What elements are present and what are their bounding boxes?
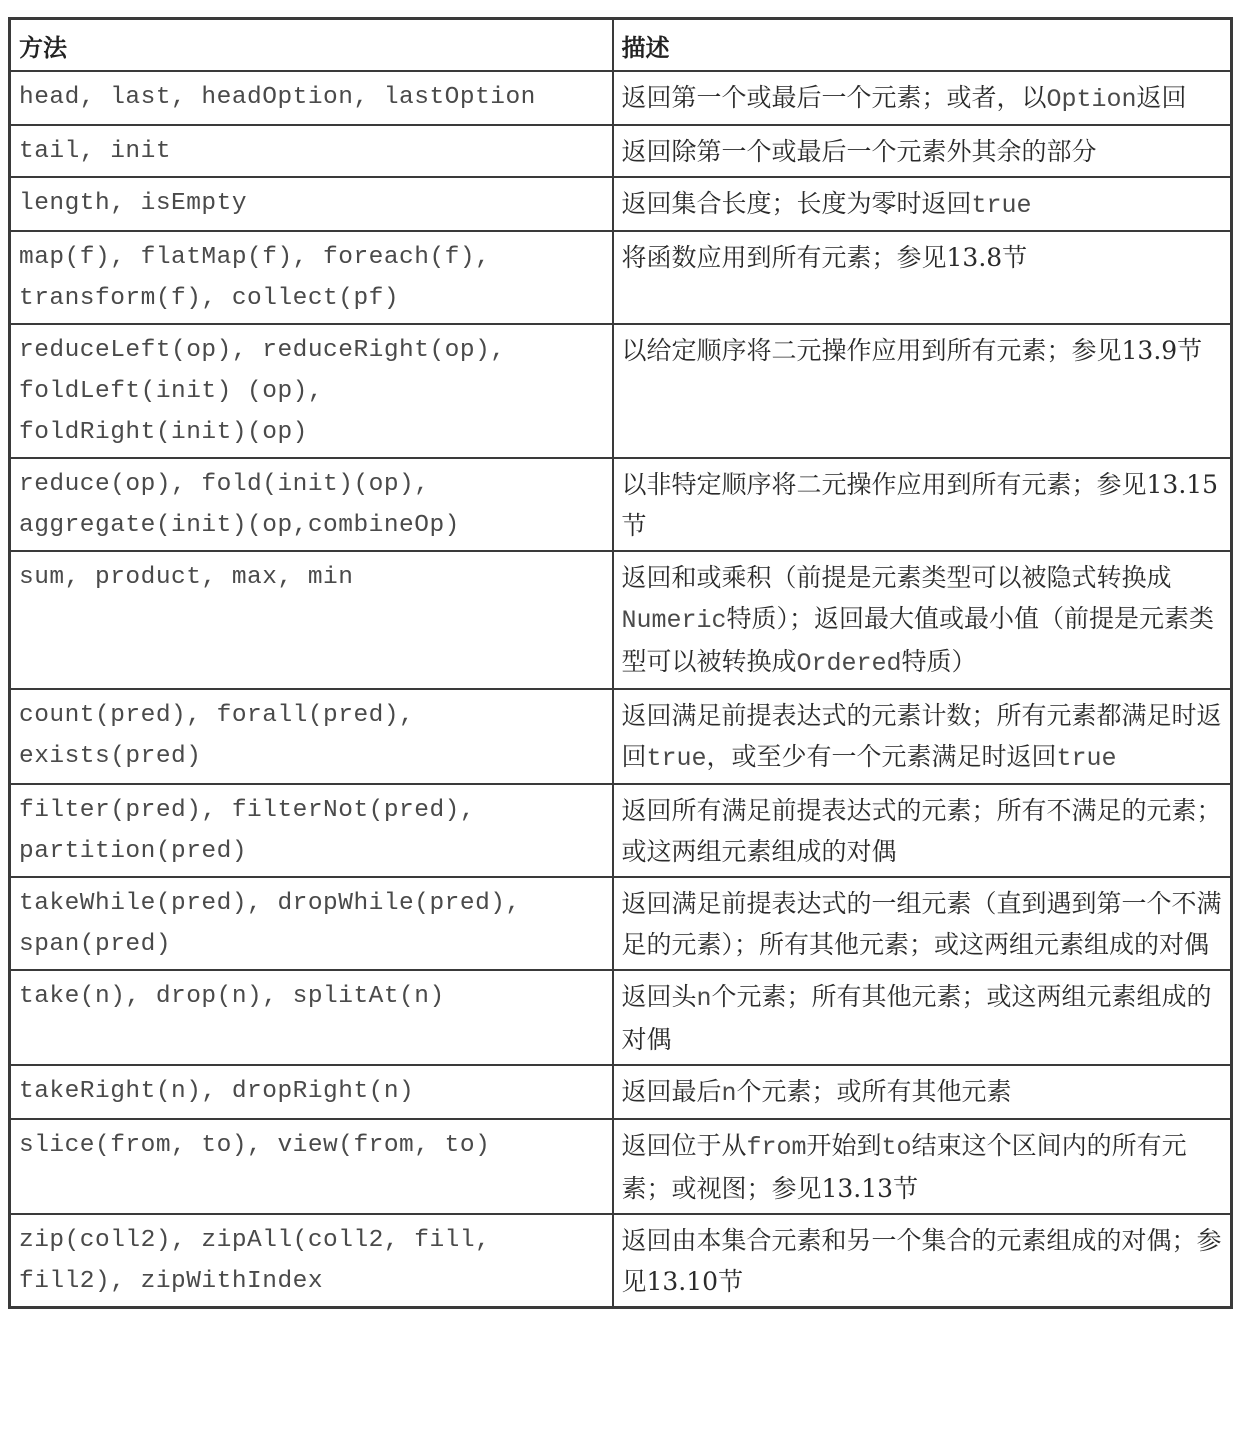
table-row [10, 1214, 1232, 1308]
method-cell: slice(from, to), view(from, to) [10, 1119, 613, 1214]
method-cell: count(pred), forall(pred), exists(pred) [10, 689, 613, 784]
collection-methods-table-wrapper [8, 17, 1230, 1309]
table-row [10, 324, 1232, 458]
method-cell: reduce(op), fold(init)(op), aggregate(init)(op,combineOp) [10, 458, 613, 551]
inline-code: Option [1046, 85, 1137, 114]
table-row [10, 970, 1232, 1065]
method-cell: takeWhile(pred), dropWhile(pred), span(pred) [10, 877, 613, 970]
description-cell: 返回满足前提表达式的元素计数；所有元素都满足时返回true，或至少有一个元素满足时返回true [613, 689, 1232, 784]
method-cell: filter(pred), filterNot(pred), partition(pred) [10, 784, 613, 877]
inline-code: n [696, 984, 712, 1013]
description-column-header: 描述 [613, 19, 1232, 72]
table-row [10, 71, 1232, 125]
table-row [10, 689, 1232, 784]
table-header-row [10, 19, 1232, 72]
method-cell: sum, product, max, min [10, 551, 613, 689]
description-cell: 返回满足前提表达式的一组元素（直到遇到第一个不满足的元素）；所有其他元素；或这两组元素组成的对偶 [613, 877, 1232, 970]
table-row [10, 1119, 1232, 1214]
table-row [10, 551, 1232, 689]
inline-code: n [721, 1079, 737, 1108]
description-cell: 返回最后n个元素；或所有其他元素 [613, 1065, 1232, 1119]
method-cell: reduceLeft(op), reduceRight(op), foldLeft(init) (op), foldRight(init)(op) [10, 324, 613, 458]
table-row [10, 458, 1232, 551]
description-cell: 返回头n个元素；所有其他元素；或这两组元素组成的对偶 [613, 970, 1232, 1065]
method-column-header: 方法 [10, 19, 613, 72]
method-cell: map(f), flatMap(f), foreach(f), transform(f), collect(pf) [10, 231, 613, 324]
description-cell: 返回集合长度；长度为零时返回true [613, 177, 1232, 231]
method-cell: takeRight(n), dropRight(n) [10, 1065, 613, 1119]
collection-methods-table [8, 17, 1233, 1309]
inline-code: true [1056, 744, 1117, 773]
table-body [10, 71, 1232, 1308]
description-cell: 将函数应用到所有元素；参见13.8节 [613, 231, 1232, 324]
table-row [10, 231, 1232, 324]
table-row [10, 877, 1232, 970]
description-cell: 返回所有满足前提表达式的元素；所有不满足的元素；或这两组元素组成的对偶 [613, 784, 1232, 877]
table-row [10, 1065, 1232, 1119]
description-cell: 返回除第一个或最后一个元素外其余的部分 [613, 125, 1232, 177]
table-row [10, 784, 1232, 877]
method-cell: take(n), drop(n), splitAt(n) [10, 970, 613, 1065]
table-row [10, 177, 1232, 231]
description-cell: 以给定顺序将二元操作应用到所有元素；参见13.9节 [613, 324, 1232, 458]
inline-code: true [971, 191, 1032, 220]
description-cell: 以非特定顺序将二元操作应用到所有元素；参见13.15节 [613, 458, 1232, 551]
method-cell: length, isEmpty [10, 177, 613, 231]
method-cell: tail, init [10, 125, 613, 177]
inline-code: true [646, 744, 707, 773]
inline-code: to [881, 1133, 912, 1162]
description-cell: 返回位于从from开始到to结束这个区间内的所有元素；或视图；参见13.13节 [613, 1119, 1232, 1214]
description-cell: 返回第一个或最后一个元素；或者，以Option返回 [613, 71, 1232, 125]
inline-code: Ordered [796, 649, 902, 678]
description-cell: 返回由本集合元素和另一个集合的元素组成的对偶；参见13.10节 [613, 1214, 1232, 1308]
table-row [10, 125, 1232, 177]
inline-code: from [746, 1133, 807, 1162]
inline-code: Numeric [621, 606, 727, 635]
method-cell: head, last, headOption, lastOption [10, 71, 613, 125]
description-cell: 返回和或乘积（前提是元素类型可以被隐式转换成Numeric特质）；返回最大值或最小值（前提是元素类型可以被转换成Ordered特质） [613, 551, 1232, 689]
method-cell: zip(coll2), zipAll(coll2, fill, fill2), zipWithIndex [10, 1214, 613, 1308]
